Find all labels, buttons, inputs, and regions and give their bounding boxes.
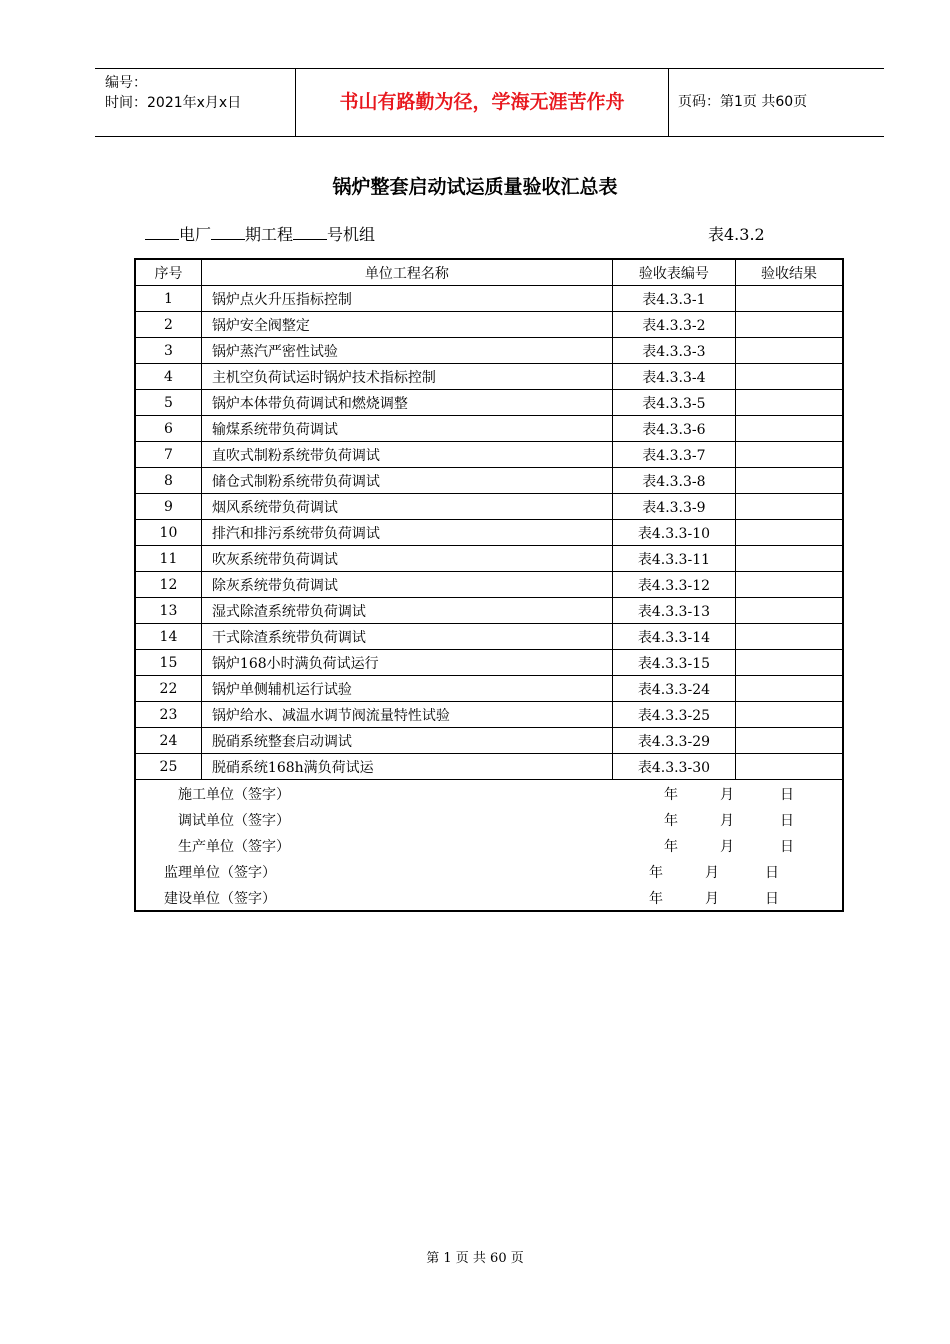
row-project-name: 锅炉安全阀整定 (201, 312, 612, 338)
signature-label: 监理单位（签字） (164, 865, 276, 881)
table-row (135, 312, 843, 338)
signature-cell[interactable] (135, 780, 843, 807)
header-motto: 书山有路勤为径，学海无涯苦作舟 (339, 91, 625, 113)
row-form-code: 表4.3.3-29 (612, 728, 735, 754)
row-result-cell[interactable] (736, 572, 843, 598)
row-project-name: 烟风系统带负荷调试 (201, 494, 612, 520)
row-number: 11 (135, 546, 201, 572)
row-result-cell[interactable] (736, 650, 843, 676)
row-result-cell[interactable] (736, 754, 843, 780)
row-number: 1 (135, 286, 201, 312)
table-row (135, 676, 843, 702)
row-form-code: 表4.3.3-9 (612, 494, 735, 520)
signature-year: 年 (664, 787, 678, 803)
row-form-code: 表4.3.3-3 (612, 338, 735, 364)
doc-time-label: 时间：2021年x月x日 (105, 95, 242, 111)
row-form-code: 表4.3.3-25 (612, 702, 735, 728)
row-project-name: 输煤系统带负荷调试 (201, 416, 612, 442)
row-result-cell[interactable] (736, 442, 843, 468)
row-number: 15 (135, 650, 201, 676)
header-page-info: 页码：第1页 共60页 (678, 94, 808, 110)
row-result-cell[interactable] (736, 338, 843, 364)
row-number: 2 (135, 312, 201, 338)
header-divider (668, 69, 669, 136)
table-header-row (135, 259, 843, 286)
row-project-name: 锅炉点火升压指标控制 (201, 286, 612, 312)
row-project-name: 脱硝系统168h满负荷试运 (201, 754, 612, 780)
row-project-name: 锅炉给水、减温水调节阀流量特性试验 (201, 702, 612, 728)
row-result-cell[interactable] (736, 416, 843, 442)
page-header (95, 68, 884, 137)
header-name: 单位工程名称 (201, 259, 612, 286)
signature-day: 日 (780, 839, 794, 855)
table-row (135, 546, 843, 572)
row-form-code: 表4.3.3-5 (612, 390, 735, 416)
table-row (135, 416, 843, 442)
table-row (135, 494, 843, 520)
row-number: 8 (135, 468, 201, 494)
row-result-cell[interactable] (736, 676, 843, 702)
table-row (135, 728, 843, 754)
signature-month: 月 (705, 865, 719, 881)
row-project-name: 储仓式制粉系统带负荷调试 (201, 468, 612, 494)
row-result-cell[interactable] (736, 312, 843, 338)
row-project-name: 主机空负荷试运时锅炉技术指标控制 (201, 364, 612, 390)
header-code: 验收表编号 (612, 259, 735, 286)
row-project-name: 脱硝系统整套启动调试 (201, 728, 612, 754)
row-result-cell[interactable] (736, 624, 843, 650)
signature-cell[interactable] (135, 858, 843, 884)
acceptance-table (134, 258, 844, 912)
row-number: 4 (135, 364, 201, 390)
signature-year: 年 (664, 839, 678, 855)
row-project-name: 锅炉本体带负荷调试和燃烧调整 (201, 390, 612, 416)
row-form-code: 表4.3.3-14 (612, 624, 735, 650)
project-unit: 号机组 (327, 225, 376, 244)
row-number: 10 (135, 520, 201, 546)
row-form-code: 表4.3.3-8 (612, 468, 735, 494)
signature-year: 年 (649, 891, 663, 907)
document-title: 锅炉整套启动试运质量验收汇总表 (332, 176, 618, 198)
row-number: 12 (135, 572, 201, 598)
signature-day: 日 (765, 891, 779, 907)
row-project-name: 吹灰系统带负荷调试 (201, 546, 612, 572)
row-project-name: 干式除渣系统带负荷调试 (201, 624, 612, 650)
row-number: 6 (135, 416, 201, 442)
signature-row (135, 832, 843, 858)
row-result-cell[interactable] (736, 546, 843, 572)
row-form-code: 表4.3.3-11 (612, 546, 735, 572)
signature-label: 生产单位（签字） (178, 839, 290, 855)
row-form-code: 表4.3.3-24 (612, 676, 735, 702)
table-row (135, 442, 843, 468)
project-phase: 期工程 (245, 225, 294, 244)
row-number: 9 (135, 494, 201, 520)
blank-underline (145, 224, 179, 240)
form-number: 表4.3.2 (708, 225, 765, 244)
signature-row (135, 858, 843, 884)
signature-day: 日 (780, 787, 794, 803)
page-footer: 第 1 页 共 60 页 (426, 1251, 524, 1266)
signature-cell[interactable] (135, 806, 843, 832)
table-row (135, 468, 843, 494)
table-row (135, 338, 843, 364)
table-body (135, 286, 843, 780)
row-project-name: 锅炉蒸汽严密性试验 (201, 338, 612, 364)
doc-number-label: 编号： (105, 75, 147, 91)
row-form-code: 表4.3.3-15 (612, 650, 735, 676)
row-number: 25 (135, 754, 201, 780)
table-row (135, 598, 843, 624)
signature-year: 年 (649, 865, 663, 881)
table-row (135, 702, 843, 728)
row-form-code: 表4.3.3-6 (612, 416, 735, 442)
signature-cell[interactable] (135, 832, 843, 858)
signature-month: 月 (720, 839, 734, 855)
row-number: 24 (135, 728, 201, 754)
signature-label: 建设单位（签字） (164, 891, 276, 907)
signature-month: 月 (720, 787, 734, 803)
row-form-code: 表4.3.3-1 (612, 286, 735, 312)
table-row (135, 650, 843, 676)
project-plant: 电厂 (179, 225, 212, 244)
signature-label: 施工单位（签字） (178, 787, 290, 803)
row-result-cell[interactable] (736, 468, 843, 494)
signature-day: 日 (765, 865, 779, 881)
row-form-code: 表4.3.3-4 (612, 364, 735, 390)
row-form-code: 表4.3.3-7 (612, 442, 735, 468)
signature-cell[interactable] (135, 884, 843, 911)
signature-row (135, 884, 843, 911)
table-row (135, 364, 843, 390)
signature-row (135, 780, 843, 807)
blank-underline (211, 224, 245, 240)
row-project-name: 除灰系统带负荷调试 (201, 572, 612, 598)
signature-label: 调试单位（签字） (178, 813, 290, 829)
header-no: 序号 (135, 259, 201, 286)
table-row (135, 624, 843, 650)
row-result-cell[interactable] (736, 364, 843, 390)
row-project-name: 湿式除渣系统带负荷调试 (201, 598, 612, 624)
row-form-code: 表4.3.3-10 (612, 520, 735, 546)
project-line (145, 222, 375, 245)
row-result-cell[interactable] (736, 702, 843, 728)
row-result-cell[interactable] (736, 286, 843, 312)
row-number: 7 (135, 442, 201, 468)
signature-block (135, 780, 843, 912)
row-project-name: 锅炉单侧辅机运行试验 (201, 676, 612, 702)
row-result-cell[interactable] (736, 520, 843, 546)
row-result-cell[interactable] (736, 390, 843, 416)
blank-underline (293, 224, 327, 240)
signature-row (135, 806, 843, 832)
row-number: 13 (135, 598, 201, 624)
header-meta (105, 73, 241, 113)
row-project-name: 排汽和排污系统带负荷调试 (201, 520, 612, 546)
row-form-code: 表4.3.3-30 (612, 754, 735, 780)
row-project-name: 直吹式制粉系统带负荷调试 (201, 442, 612, 468)
row-number: 14 (135, 624, 201, 650)
row-form-code: 表4.3.3-2 (612, 312, 735, 338)
row-result-cell[interactable] (736, 598, 843, 624)
signature-month: 月 (720, 813, 734, 829)
table-row (135, 572, 843, 598)
row-form-code: 表4.3.3-13 (612, 598, 735, 624)
row-number: 23 (135, 702, 201, 728)
table-row (135, 754, 843, 780)
row-form-code: 表4.3.3-12 (612, 572, 735, 598)
row-result-cell[interactable] (736, 728, 843, 754)
table-row (135, 520, 843, 546)
signature-day: 日 (780, 813, 794, 829)
table-row (135, 390, 843, 416)
row-result-cell[interactable] (736, 494, 843, 520)
row-number: 5 (135, 390, 201, 416)
table-row (135, 286, 843, 312)
signature-month: 月 (705, 891, 719, 907)
signature-year: 年 (664, 813, 678, 829)
header-result: 验收结果 (736, 259, 843, 286)
row-number: 22 (135, 676, 201, 702)
row-project-name: 锅炉168小时满负荷试运行 (201, 650, 612, 676)
row-number: 3 (135, 338, 201, 364)
